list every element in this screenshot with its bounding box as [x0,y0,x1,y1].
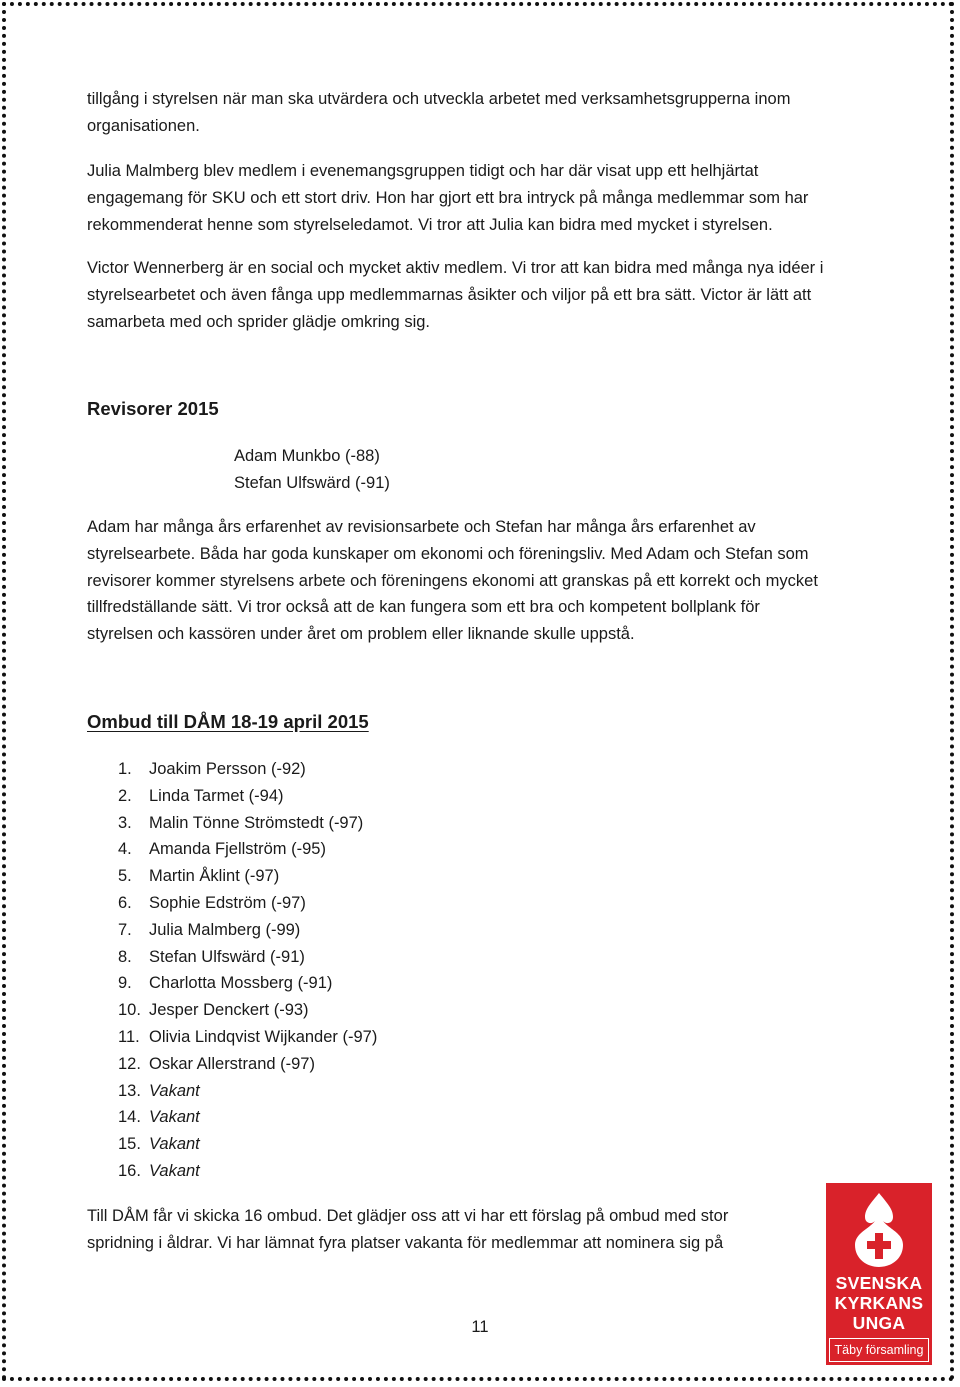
list-item [118,756,377,783]
text-line: engagemang för SKU och ett stort driv. Hon har gjort ett bra intryck på många medlemmar som har [87,188,809,207]
list-number: 9. [118,974,132,993]
list-name: Malin Tönne Strömstedt (-97) [149,813,364,832]
text-line: rekommenderat henne som styrelseledamot. Vi tror att Julia kan bidra med mycket i styrelsen. [87,215,773,234]
text-line: Victor Wennerberg är en social och mycket aktiv medlem. Vi tror att kan bidra med många nya idéer i [87,259,824,277]
logo-line: SVENSKA [835,1273,923,1293]
ombud-list [118,756,377,1185]
paragraph-intro [87,86,877,140]
list-item [118,1024,377,1051]
list-name: Julia Malmberg (-99) [149,920,301,939]
paragraph-closing [87,1203,807,1257]
list-number: 11. [118,1027,140,1046]
auditor-name: Adam Munkbo (-88) [234,447,380,465]
list-number: 14. [118,1108,141,1127]
list-item [118,890,377,917]
heading-ombud: Ombud till DÅM 18-19 april 2015 [87,711,369,732]
list-number: 4. [118,840,132,859]
list-name: Sophie Edström (-97) [149,893,306,912]
logo-line: UNGA [852,1313,906,1333]
list-number: 3. [118,813,132,832]
parish-label: Täby församling [829,1338,929,1362]
list-name: Vakant [149,1161,200,1180]
list-name: Stefan Ulfswärd (-91) [149,947,305,966]
list-item [118,970,377,997]
list-item [118,1078,377,1105]
auditor-names [234,443,390,497]
list-number: 13. [118,1081,141,1100]
text-line: Julia Malmberg blev medlem i evenemangsgruppen tidigt och har där visat upp ett helhjärtat [87,162,759,180]
list-name: Amanda Fjellström (-95) [149,840,326,859]
list-name: Vakant [149,1108,200,1127]
text-line: styrelsen och kassören under året om problem eller liknande skulle uppstå. [87,625,635,644]
list-name: Joakim Persson (-92) [149,760,306,778]
list-item [118,1051,377,1078]
list-name: Oskar Allerstrand (-97) [149,1054,315,1073]
list-number: 10. [118,1001,141,1020]
text-line: tillfredställande sätt. Vi tror också att de kan fungera som ett bra och kompetent bollplank för [87,598,760,617]
text-line: Adam har många års erfarenhet av revisionsarbete och Stefan har många års erfarenhet av [87,518,756,536]
text-line: spridning i åldrar. Vi har lämnat fyra platser vakanta för medlemmar att nominera sig på [87,1233,724,1252]
list-item [118,783,377,810]
logo-wordmark [826,1273,932,1333]
list-number: 2. [118,786,132,805]
text-line: Till DÅM får vi skicka 16 ombud. Det glädjer oss att vi har ett förslag på ombud med stor [87,1207,729,1225]
text-line: revisorer kommer styrelsens arbete och föreningens ekonomi att granskas på ett korrekt och mycket [87,571,818,590]
list-name: Olivia Lindqvist Wijkander (-97) [149,1027,378,1046]
list-item [118,810,377,837]
auditor-name: Stefan Ulfswärd (-91) [234,473,390,492]
list-item [118,944,377,971]
list-name: Vakant [149,1081,200,1100]
heading-revisorer: Revisorer 2015 [87,398,219,419]
list-number: 15. [118,1135,141,1154]
list-number: 12. [118,1054,141,1073]
text-line: organisationen. [87,116,200,135]
list-name: Charlotta Mossberg (-91) [149,974,333,993]
text-line: samarbeta med och sprider glädje omkring sig. [87,312,430,331]
list-name: Jesper Denckert (-93) [149,1001,309,1020]
list-name: Vakant [149,1135,200,1154]
page-number: 11 [471,1318,489,1336]
paragraph-julia [87,158,877,238]
paragraph-revisorer [87,514,877,648]
list-item [118,997,377,1024]
list-number: 1. [118,760,132,778]
list-item [118,1158,377,1185]
list-item [118,836,377,863]
logo-line: KYRKANS [834,1293,924,1313]
list-number: 16. [118,1161,141,1180]
list-name: Martin Åklint (-97) [149,867,280,886]
list-item [118,917,377,944]
paragraph-victor [87,255,877,335]
cross-heart-icon [847,1189,911,1269]
list-number: 8. [118,947,132,966]
list-name: Linda Tarmet (-94) [149,786,284,805]
text-line: styrelsearbete. Båda har goda kunskaper om ekonomi och föreningsliv. Med Adam och Stefan som [87,544,809,563]
text-line: styrelsearbetet och även fånga upp medlemmarnas åsikter och viljor på ett bra sätt. Victor är lätt att [87,285,812,304]
list-number: 5. [118,867,132,886]
list-item [118,1104,377,1131]
svenska-kyrkans-unga-logo [826,1183,932,1365]
text-line: tillgång i styrelsen när man ska utvärdera och utveckla arbetet med verksamhetsgrupperna inom [87,90,791,108]
list-number: 6. [118,893,132,912]
list-item [118,863,377,890]
list-number: 7. [118,920,132,939]
list-item [118,1131,377,1158]
